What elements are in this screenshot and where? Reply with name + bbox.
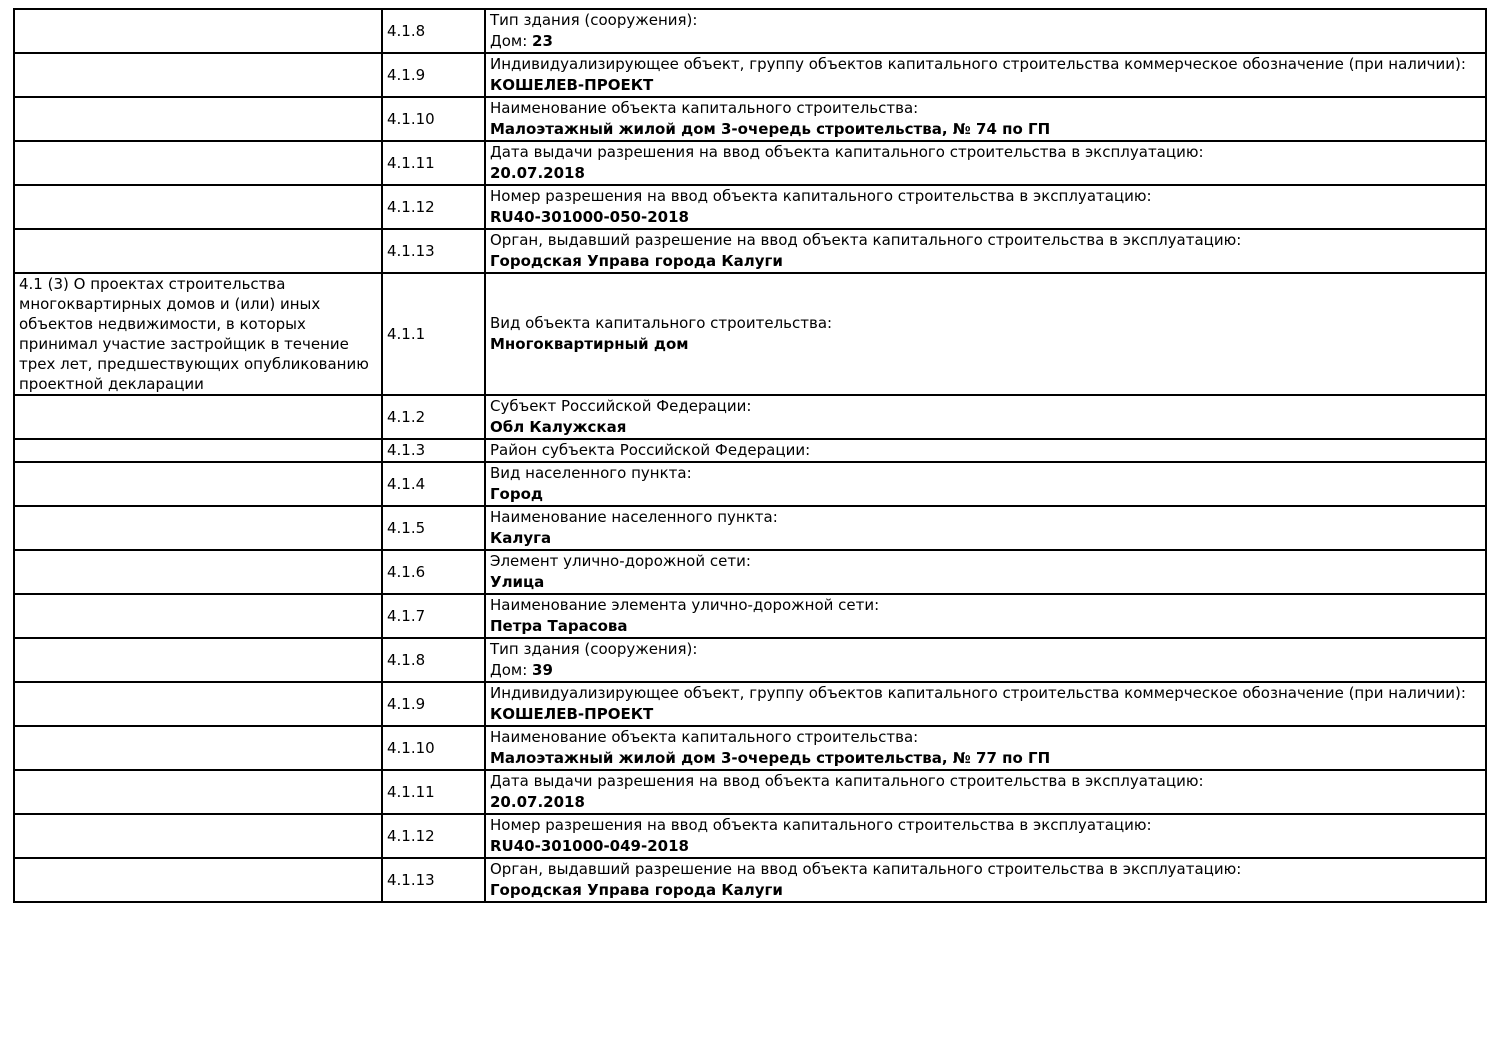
field-label: Элемент улично-дорожной сети: (490, 552, 751, 570)
field-value (490, 251, 1481, 272)
field-value-bold: Обл Калужская (490, 418, 627, 436)
table-row (14, 682, 1486, 726)
table-row (14, 550, 1486, 594)
field-value (490, 572, 1481, 593)
field-value-bold: Многоквартирный дом (490, 335, 689, 353)
field-cell (485, 439, 1486, 462)
field-cell (485, 506, 1486, 550)
field-cell (485, 185, 1486, 229)
item-code-cell: 4.1.10 (382, 726, 485, 770)
table-row (14, 97, 1486, 141)
item-code-cell: 4.1.1 (382, 273, 485, 395)
field-label: Орган, выдавший разрешение на ввод объекта капитального строительства в эксплуатацию: (490, 231, 1242, 249)
table-row (14, 185, 1486, 229)
field-value (490, 119, 1481, 140)
field-value-bold: RU40-301000-049-2018 (490, 837, 689, 855)
table-row (14, 594, 1486, 638)
item-code-cell: 4.1.3 (382, 439, 485, 462)
table-row (14, 53, 1486, 97)
field-cell (485, 726, 1486, 770)
field-label: Тип здания (сооружения): (490, 11, 698, 29)
field-cell (485, 858, 1486, 902)
section-description-cell (14, 9, 382, 53)
field-label: Тип здания (сооружения): (490, 640, 698, 658)
field-label: Наименование населенного пункта: (490, 508, 778, 526)
section-description-cell (14, 814, 382, 858)
field-cell (485, 770, 1486, 814)
field-cell (485, 550, 1486, 594)
field-label: Номер разрешения на ввод объекта капитального строительства в эксплуатацию: (490, 816, 1152, 834)
field-value (490, 748, 1481, 769)
field-value (490, 207, 1481, 228)
field-label: Наименование элемента улично-дорожной сети: (490, 596, 880, 614)
section-description-cell (14, 770, 382, 814)
field-value (490, 163, 1481, 184)
table-row (14, 858, 1486, 902)
field-value-prefix: Дом: (490, 32, 533, 50)
table-row (14, 229, 1486, 273)
section-description-cell (14, 550, 382, 594)
field-value-bold: 20.07.2018 (490, 793, 585, 811)
section-description-cell (14, 395, 382, 439)
field-label: Индивидуализирующее объект, группу объектов капитального строительства коммерческое обозначение (при наличии): (490, 55, 1466, 73)
field-label: Номер разрешения на ввод объекта капитального строительства в эксплуатацию: (490, 187, 1152, 205)
field-value-bold: Городская Управа города Калуги (490, 881, 783, 899)
field-cell (485, 97, 1486, 141)
section-description-cell (14, 858, 382, 902)
field-value-bold: Петра Тарасова (490, 617, 628, 635)
field-cell (485, 9, 1486, 53)
field-value-bold: 39 (532, 661, 553, 679)
field-cell (485, 395, 1486, 439)
field-value-bold: 20.07.2018 (490, 164, 585, 182)
declaration-table (13, 8, 1487, 903)
table-row (14, 9, 1486, 53)
section-description-cell (14, 141, 382, 185)
item-code-cell: 4.1.9 (382, 682, 485, 726)
item-code-cell: 4.1.5 (382, 506, 485, 550)
declaration-table-body (14, 9, 1486, 902)
section-description-cell (14, 638, 382, 682)
table-row (14, 770, 1486, 814)
field-value-bold: Малоэтажный жилой дом 3-очередь строительства, № 74 по ГП (490, 120, 1051, 138)
item-code-cell: 4.1.12 (382, 185, 485, 229)
field-value (490, 484, 1481, 505)
field-value (490, 792, 1481, 813)
table-row (14, 141, 1486, 185)
table-row (14, 462, 1486, 506)
item-code-cell: 4.1.8 (382, 638, 485, 682)
table-row (14, 439, 1486, 462)
section-description-cell (14, 462, 382, 506)
field-value-bold: КОШЕЛЕВ-ПРОЕКТ (490, 76, 654, 94)
field-cell (485, 273, 1486, 395)
field-cell (485, 594, 1486, 638)
section-description-cell (14, 97, 382, 141)
item-code-cell: 4.1.6 (382, 550, 485, 594)
field-value (490, 616, 1481, 637)
item-code-cell: 4.1.8 (382, 9, 485, 53)
field-value (490, 704, 1481, 725)
section-description-cell (14, 53, 382, 97)
item-code-cell: 4.1.13 (382, 858, 485, 902)
field-value-bold: Улица (490, 573, 545, 591)
field-label: Субъект Российской Федерации: (490, 397, 752, 415)
section-description-cell (14, 506, 382, 550)
section-description-cell (14, 229, 382, 273)
field-cell (485, 638, 1486, 682)
item-code-cell: 4.1.2 (382, 395, 485, 439)
field-label: Орган, выдавший разрешение на ввод объекта капитального строительства в эксплуатацию: (490, 860, 1242, 878)
field-cell (485, 682, 1486, 726)
field-label: Наименование объекта капитального строительства: (490, 99, 919, 117)
field-cell (485, 814, 1486, 858)
field-value-bold: Малоэтажный жилой дом 3-очередь строительства, № 77 по ГП (490, 749, 1051, 767)
section-description-cell (14, 439, 382, 462)
table-row (14, 395, 1486, 439)
field-value (490, 660, 1481, 681)
field-value (490, 334, 1481, 355)
field-label: Район субъекта Российской Федерации: (490, 441, 811, 459)
field-value (490, 880, 1481, 901)
field-cell (485, 141, 1486, 185)
field-label: Дата выдачи разрешения на ввод объекта капитального строительства в эксплуатацию: (490, 143, 1204, 161)
table-row (14, 506, 1486, 550)
field-label: Наименование объекта капитального строительства: (490, 728, 919, 746)
field-value (490, 75, 1481, 96)
item-code-cell: 4.1.11 (382, 770, 485, 814)
item-code-cell: 4.1.13 (382, 229, 485, 273)
field-value (490, 31, 1481, 52)
item-code-cell: 4.1.4 (382, 462, 485, 506)
field-label: Дата выдачи разрешения на ввод объекта капитального строительства в эксплуатацию: (490, 772, 1204, 790)
field-cell (485, 53, 1486, 97)
field-value-prefix: Дом: (490, 661, 533, 679)
field-value-bold: 23 (532, 32, 553, 50)
table-row (14, 814, 1486, 858)
field-label: Индивидуализирующее объект, группу объектов капитального строительства коммерческое обозначение (при наличии): (490, 684, 1466, 702)
item-code-cell: 4.1.11 (382, 141, 485, 185)
item-code-cell: 4.1.7 (382, 594, 485, 638)
section-description-cell (14, 726, 382, 770)
field-label: Вид объекта капитального строительства: (490, 314, 833, 332)
section-description-cell (14, 682, 382, 726)
field-value (490, 417, 1481, 438)
item-code-cell: 4.1.10 (382, 97, 485, 141)
section-description-cell (14, 185, 382, 229)
field-value-bold: RU40-301000-050-2018 (490, 208, 689, 226)
field-cell (485, 462, 1486, 506)
table-row (14, 726, 1486, 770)
field-label: Вид населенного пункта: (490, 464, 692, 482)
field-value (490, 836, 1481, 857)
item-code-cell: 4.1.12 (382, 814, 485, 858)
field-value-bold: Калуга (490, 529, 552, 547)
section-description-cell: 4.1 (3) О проектах строительства многоквартирных домов и (или) иных объектов недвижимости, в которых принимал участие застройщик в течение трех лет, предшествующих опубликованию проектной декларации (14, 273, 382, 395)
field-cell (485, 229, 1486, 273)
field-value-bold: Городская Управа города Калуги (490, 252, 783, 270)
field-value-bold: Город (490, 485, 544, 503)
table-row (14, 273, 1486, 395)
field-value-bold: КОШЕЛЕВ-ПРОЕКТ (490, 705, 654, 723)
item-code-cell: 4.1.9 (382, 53, 485, 97)
section-description-cell (14, 594, 382, 638)
table-row (14, 638, 1486, 682)
field-value (490, 528, 1481, 549)
